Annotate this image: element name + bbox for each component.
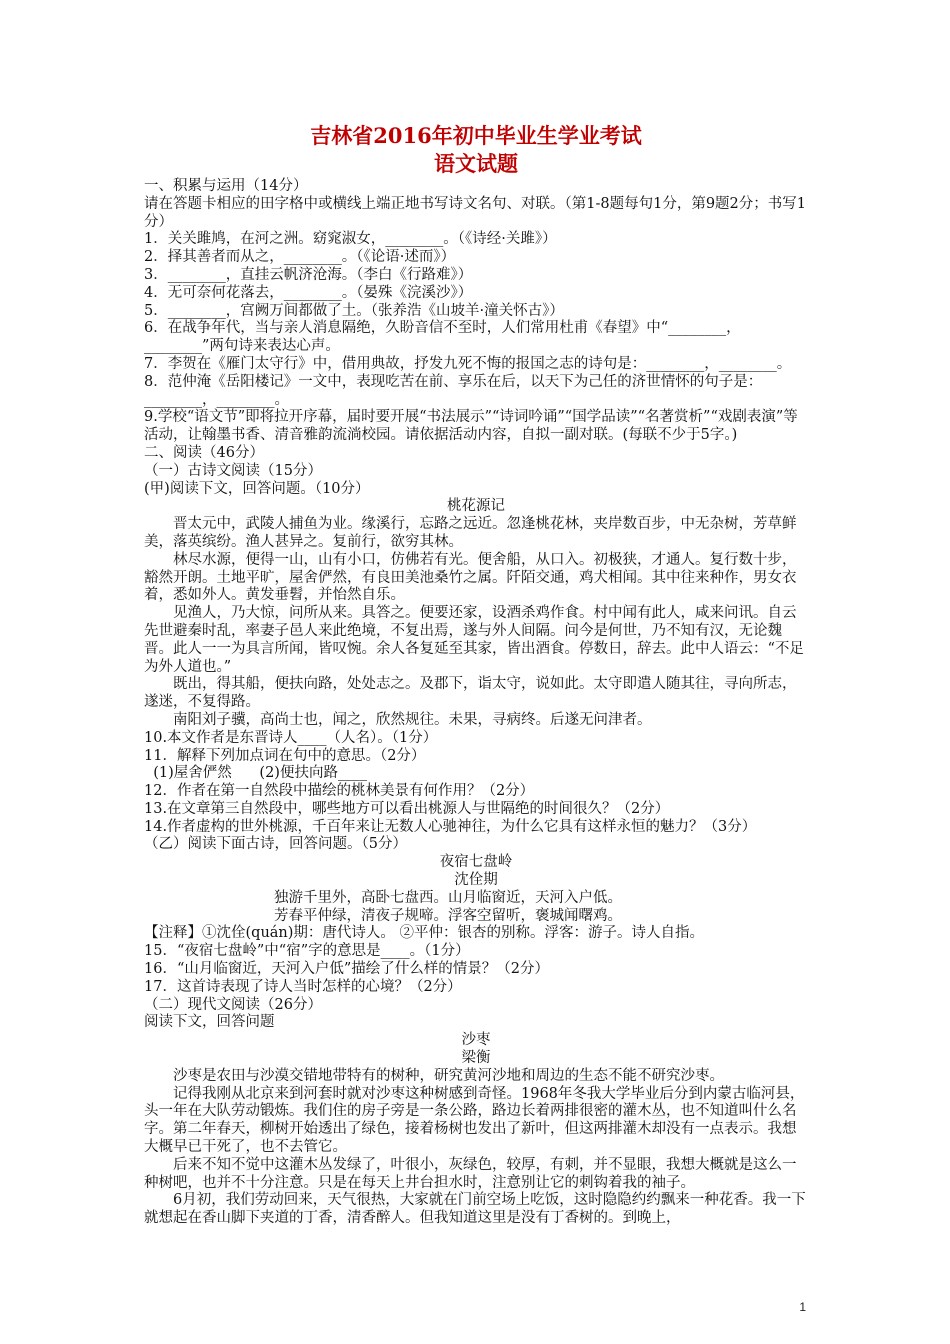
subsection-heading: （二）现代文阅读（26分） — [144, 996, 322, 1013]
question-6: 6．在战争年代，当与亲人消息隔绝，久盼音信不至时，人们常用杜甫《春望》中“________，________”两句诗来表达心声。 — [144, 320, 741, 355]
exam-page — [144, 120, 808, 1228]
passage-paragraph: 见渔人，乃大惊，问所从来。具答之。便要还家，设酒杀鸡作食。村中闻有此人，咸来问讯。自云先世避秦时乱，率妻子邑人来此绝境，不复出焉，遂与外人间隔。问今是何世，乃不知有汉，无论魏晋。此人一一为具言所闻，皆叹惋。余人各复延至其家，皆出酒食。停数日，辞去。此中人语云：“不足为外人道也。” — [144, 605, 804, 675]
essay-paragraph: 后来不知不觉中这灌木丛发绿了，叶很小，灰绿色，较厚，有刺，并不显眼，我想大概就是这么一种树吧，也并不十分注意。只是在每天上井台担水时，注意别让它的刺钩着我的袖子。 — [144, 1156, 797, 1191]
poem-author: 沈佺期 — [454, 872, 498, 889]
essay-paragraph: 沙枣是农田与沙漠交错地带特有的树种，研究黄河沙地和周边的生态不能不研究沙枣。 — [173, 1067, 724, 1084]
question-9: 9.学校“语文节”即将拉开序幕，届时要开展“书法展示”“诗词吟诵”“国学品读”“名著赏析”“戏剧表演”等活动，让翰墨书香、清音雅韵流淌校园。请依据活动内容，自拟一副对联。(每联不少于5字。) — [144, 409, 798, 444]
poem-line: 芳春平仲绿，清夜子规啼。浮客空留听，褒城闻曙鸡。 — [274, 907, 622, 924]
essay-author: 梁衡 — [461, 1050, 491, 1067]
question-11: 11．解释下列加点词在句中的意思。（2分） — [144, 747, 426, 764]
passage-paragraph: 林尽水源，便得一山，山有小口，仿佛若有光。便舍船，从口入。初极狭，才通人。复行数十步，豁然开朗。土地平旷，屋舍俨然，有良田美池桑竹之属。阡陌交通，鸡犬相闻。其中往来种作，男女衣着，悉如外人。黄发垂髫，并怡然自乐。 — [144, 551, 797, 604]
subsection-heading: （乙）阅读下面古诗，回答问题。（5分） — [144, 836, 407, 853]
instruction: 请在答题卡相应的田字格中或横线上端正地书写诗文名句、对联。（第1-8题每句1分，第9题2分；书写1分） — [144, 195, 806, 230]
poem-notes: 【注释】①沈佺(quán)期：唐代诗人。 ②平仲：银杏的别称。浮客：游子。诗人自指。 — [144, 925, 705, 942]
question-11-items: (1)屋舍俨然 (2)便扶向路____ — [144, 765, 367, 782]
passage-paragraph: 南阳刘子骥，高尚士也，闻之，欣然规往。未果，寻病终。后遂无问津者。 — [173, 711, 652, 728]
question-15: 15．“夜宿七盘岭”中“宿”字的意思是____。（1分） — [144, 943, 470, 960]
section-heading: 一、积累与运用（14分） — [144, 178, 308, 194]
passage-title: 桃花源记 — [447, 498, 505, 515]
question-14: 14.作者虚构的世外桃源，千百年来让无数人心驰神往，为什么它具有这样永恒的魅力？（3分） — [144, 818, 757, 835]
essay-title: 沙枣 — [461, 1032, 491, 1049]
exam-title: 吉林省2016年初中毕业生学业考试 — [310, 123, 642, 148]
question-1: 1．关关雎鸠，在河之洲。窈窕淑女，________。（《诗经·关雎》） — [144, 231, 557, 248]
poem-title: 夜宿七盘岭 — [439, 854, 513, 871]
passage-paragraph: 既出，得其船，便扶向路，处处志之。及郡下，诣太守，说如此。太守即遣人随其往，寻向所志，遂迷，不复得路。 — [144, 676, 797, 711]
question-12: 12．作者在第一自然段中描绘的桃林美景有何作用？（2分） — [144, 783, 535, 800]
question-16: 16．“山月临窗近，天河入户低”描绘了什么样的情景？（2分） — [144, 961, 549, 978]
section-heading: 二、阅读（46分） — [144, 444, 264, 461]
subsection-heading: (甲)阅读下文，回答问题。（10分） — [144, 480, 370, 497]
exam-subtitle: 语文试题 — [434, 151, 518, 176]
question-4: 4．无可奈何花落去，________。（晏殊《浣溪沙》） — [144, 284, 473, 301]
question-5: 5．________，宫阙万间都做了土。（张养浩《山坡羊·潼关怀古》） — [144, 302, 564, 319]
page-number: 1 — [799, 1300, 806, 1314]
instruction: 阅读下文，回答问题 — [144, 1014, 275, 1031]
poem-line: 独游千里外，高卧七盘西。山月临窗近，天河入户低。 — [274, 889, 622, 906]
question-3: 3．________，直挂云帆济沧海。（李白《行路难》） — [144, 266, 473, 283]
question-10: 10.本文作者是东晋诗人____（人名）。（1分） — [144, 729, 438, 746]
essay-paragraph: 记得我刚从北京来到河套时就对沙枣这种树感到奇怪。1968年冬我大学毕业后分到内蒙古临河县，头一年在大队劳动锻炼。我们住的房子旁是一条公路，路边长着两排很密的灌木丛，也不知道叫什么名字。第二年春天，柳树开始透出了绿色，接着杨树也发出了新叶，但这两排灌木却没有一点表示。我想大概早已干死了，也不去管它。 — [144, 1085, 805, 1156]
question-8: 8．范仲淹《岳阳楼记》一文中，表现吃苦在前、享乐在后，以天下为己任的济世情怀的句子是：________，________。 — [144, 373, 763, 408]
question-13: 13.在文章第三自然段中，哪些地方可以看出桃源人与世隔绝的时间很久？（2分） — [144, 800, 670, 817]
passage-paragraph: 晋太元中，武陵人捕鱼为业。缘溪行，忘路之远近。忽逢桃花林，夹岸数百步，中无杂树，芳草鲜美，落英缤纷。渔人甚异之。复前行，欲穷其林。 — [144, 516, 797, 550]
essay-paragraph: 6月初，我们劳动回来，天气很热，大家就在门前空场上吃饭，这时隐隐约约飘来一种花香。我一下就想起在香山脚下夹道的丁香，清香醉人。但我知道这里是没有丁香树的。到晚上， — [144, 1192, 806, 1227]
subsection-heading: （一）古诗文阅读（15分） — [144, 462, 322, 479]
question-7: 7．李贺在《雁门太守行》中，借用典故，抒发九死不悔的报国之志的诗句是：________，________。 — [144, 355, 792, 372]
question-2: 2．择其善者而从之，________。（《论语·述而》） — [144, 249, 456, 266]
question-17: 17．这首诗表现了诗人当时怎样的心境？（2分） — [144, 978, 462, 995]
